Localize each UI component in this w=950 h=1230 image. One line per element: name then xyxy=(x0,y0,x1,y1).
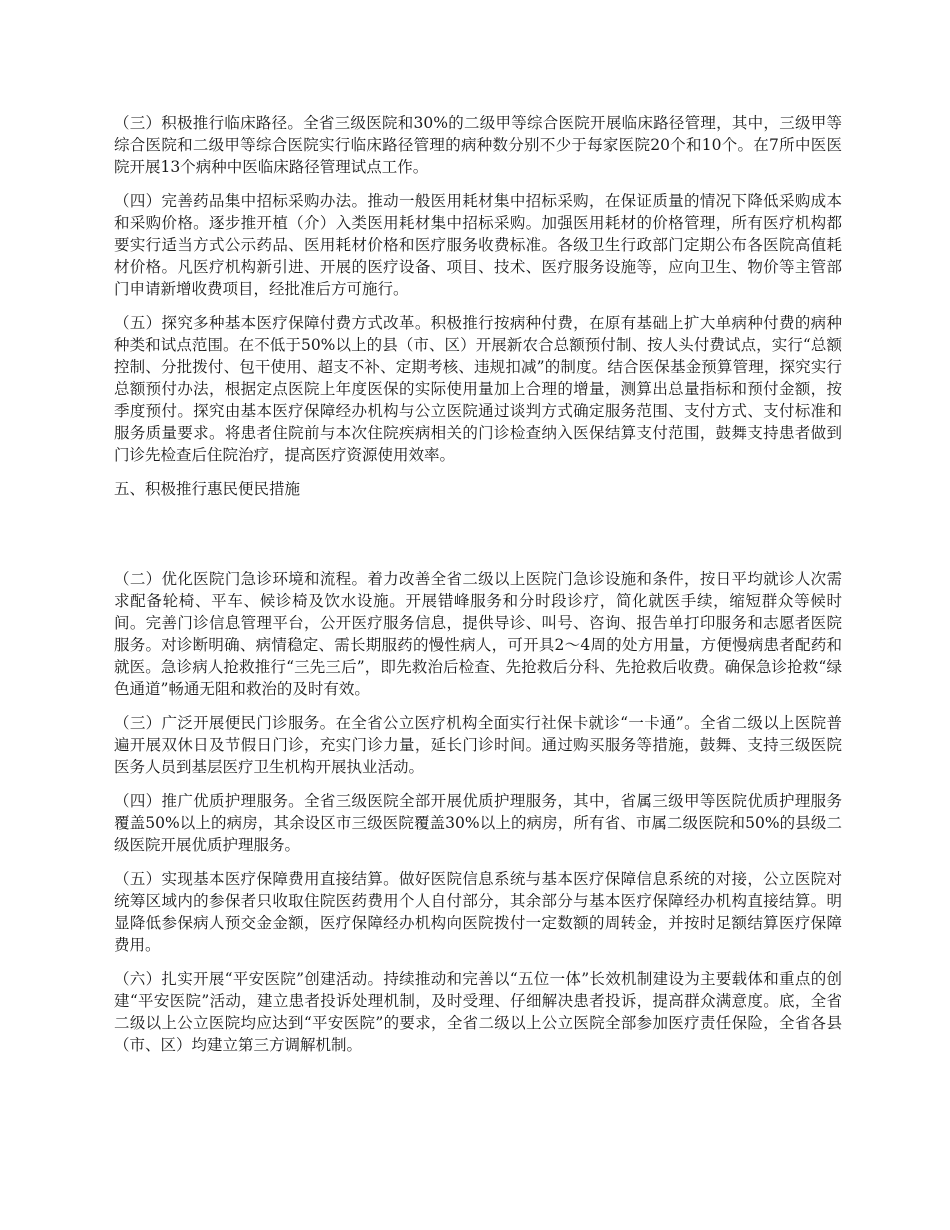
section-heading: 五、积极推行惠民便民措施 xyxy=(114,480,301,498)
paragraph-direct-settlement: （五）实现基本医疗保障费用直接结算。做好医院信息系统与基本医疗保障信息系统的对接，公立医院对统筹区域内的参保者只收取住院医药费用个人自付部分，其余部分与基本医疗保障经办机构直接结算。明显降低参保病人预交金金额，医疗保障经办机构向医院拨付一定数额的周转金，并按时足额结算医疗保障费用。 xyxy=(114,870,842,954)
blank-gap xyxy=(114,512,842,568)
paragraph-payment-reform: （五）探究多种基本医疗保障付费方式改革。积极推行按病种付费，在原有基础上扩大单病种付费的病种种类和试点范围。在不低于50%以上的县（市、区）开展新农合总额预付制、按人头付费试点，实行“总额控制、分批拨付、包干使用、超支不补、定期考核、违规扣减”的制度。结合医保基金预算管理，探究实行总额预付办法，根据定点医院上年度医保的实际使用量加上合理的增量，测算出总量指标和预付金额，按季度预付。探究由基本医疗保障经办机构与公立医院通过谈判方式确定服务范围、支付方式、支付标准和服务质量要求。将患者住院前与本次住院疾病相关的门诊检查纳入医保结算支付范围，鼓舞支持患者做到门诊先检查后住院治疗，提高医疗资源使用效率。 xyxy=(114,314,842,464)
paragraph-safe-hospital: （六）扎实开展“平安医院”创建活动。持续推动和完善以“五位一体”长效机制建设为主要载体和重点的创建“平安医院”活动，建立患者投诉处理机制，及时受理、仔细解决患者投诉，提高群众满意度。底，全省二级以上公立医院均应达到“平安医院”的要求，全省二级以上公立医院全部参加医疗责任保险，全省各县（市、区）均建立第三方调解机制。 xyxy=(114,970,842,1054)
paragraph-clinical-pathway: （三）积极推行临床路径。全省三级医院和30%的二级甲等综合医院开展临床路径管理，其中，三级甲等综合医院和二级甲等综合医院实行临床路径管理的病种数分别不少于每家医院20个和10个。在7所中医医院开展13个病种中医临床路径管理试点工作。 xyxy=(114,114,842,176)
document-page xyxy=(114,112,842,1068)
paragraph-quality-nursing: （四）推广优质护理服务。全省三级医院全部开展优质护理服务，其中，省属三级甲等医院优质护理服务覆盖50%以上的病房，其余设区市三级医院覆盖30%以上的病房，所有省、市属二级医院和50%的县级二级医院开展优质护理服务。 xyxy=(114,792,842,854)
paragraph-outpatient-environment: （二）优化医院门急诊环境和流程。着力改善全省二级以上医院门急诊设施和条件，按日平均就诊人次需求配备轮椅、平车、候诊椅及饮水设施。开展错峰服务和分时段诊疗，简化就医手续，缩短群众等候时间。完善门诊信息管理平台，公开医疗服务信息，提供导诊、叫号、咨询、报告单打印服务和志愿者医院服务。对诊断明确、病情稳定、需长期服药的慢性病人，可开具2～4周的处方用量，方便慢病患者配药和就医。急诊病人抢救推行“三先三后”，即先救治后检查、先抢救后分科、先抢救后收费。确保急诊抢救“绿色通道”畅通无阻和救治的及时有效。 xyxy=(114,570,842,698)
paragraph-procurement: （四）完善药品集中招标采购办法。推动一般医用耗材集中招标采购，在保证质量的情况下降低采购成本和采购价格。逐步推开植（介）入类医用耗材集中招标采购。加强医用耗材的价格管理，所有医疗机构都要实行适当方式公示药品、医用耗材价格和医疗服务收费标准。各级卫生行政部门定期公布各医院高值耗材价格。凡医疗机构新引进、开展的医疗设备、项目、技术、医疗服务设施等，应向卫生、物价等主管部门申请新增收费项目，经批准后方可施行。 xyxy=(114,192,842,298)
paragraph-convenience-clinic: （三）广泛开展便民门诊服务。在全省公立医疗机构全面实行社保卡就诊“一卡通”。全省二级以上医院普遍开展双休日及节假日门诊，充实门诊力量，延长门诊时间。通过购买服务等措施，鼓舞、支持三级医院医务人员到基层医疗卫生机构开展执业活动。 xyxy=(114,714,842,776)
